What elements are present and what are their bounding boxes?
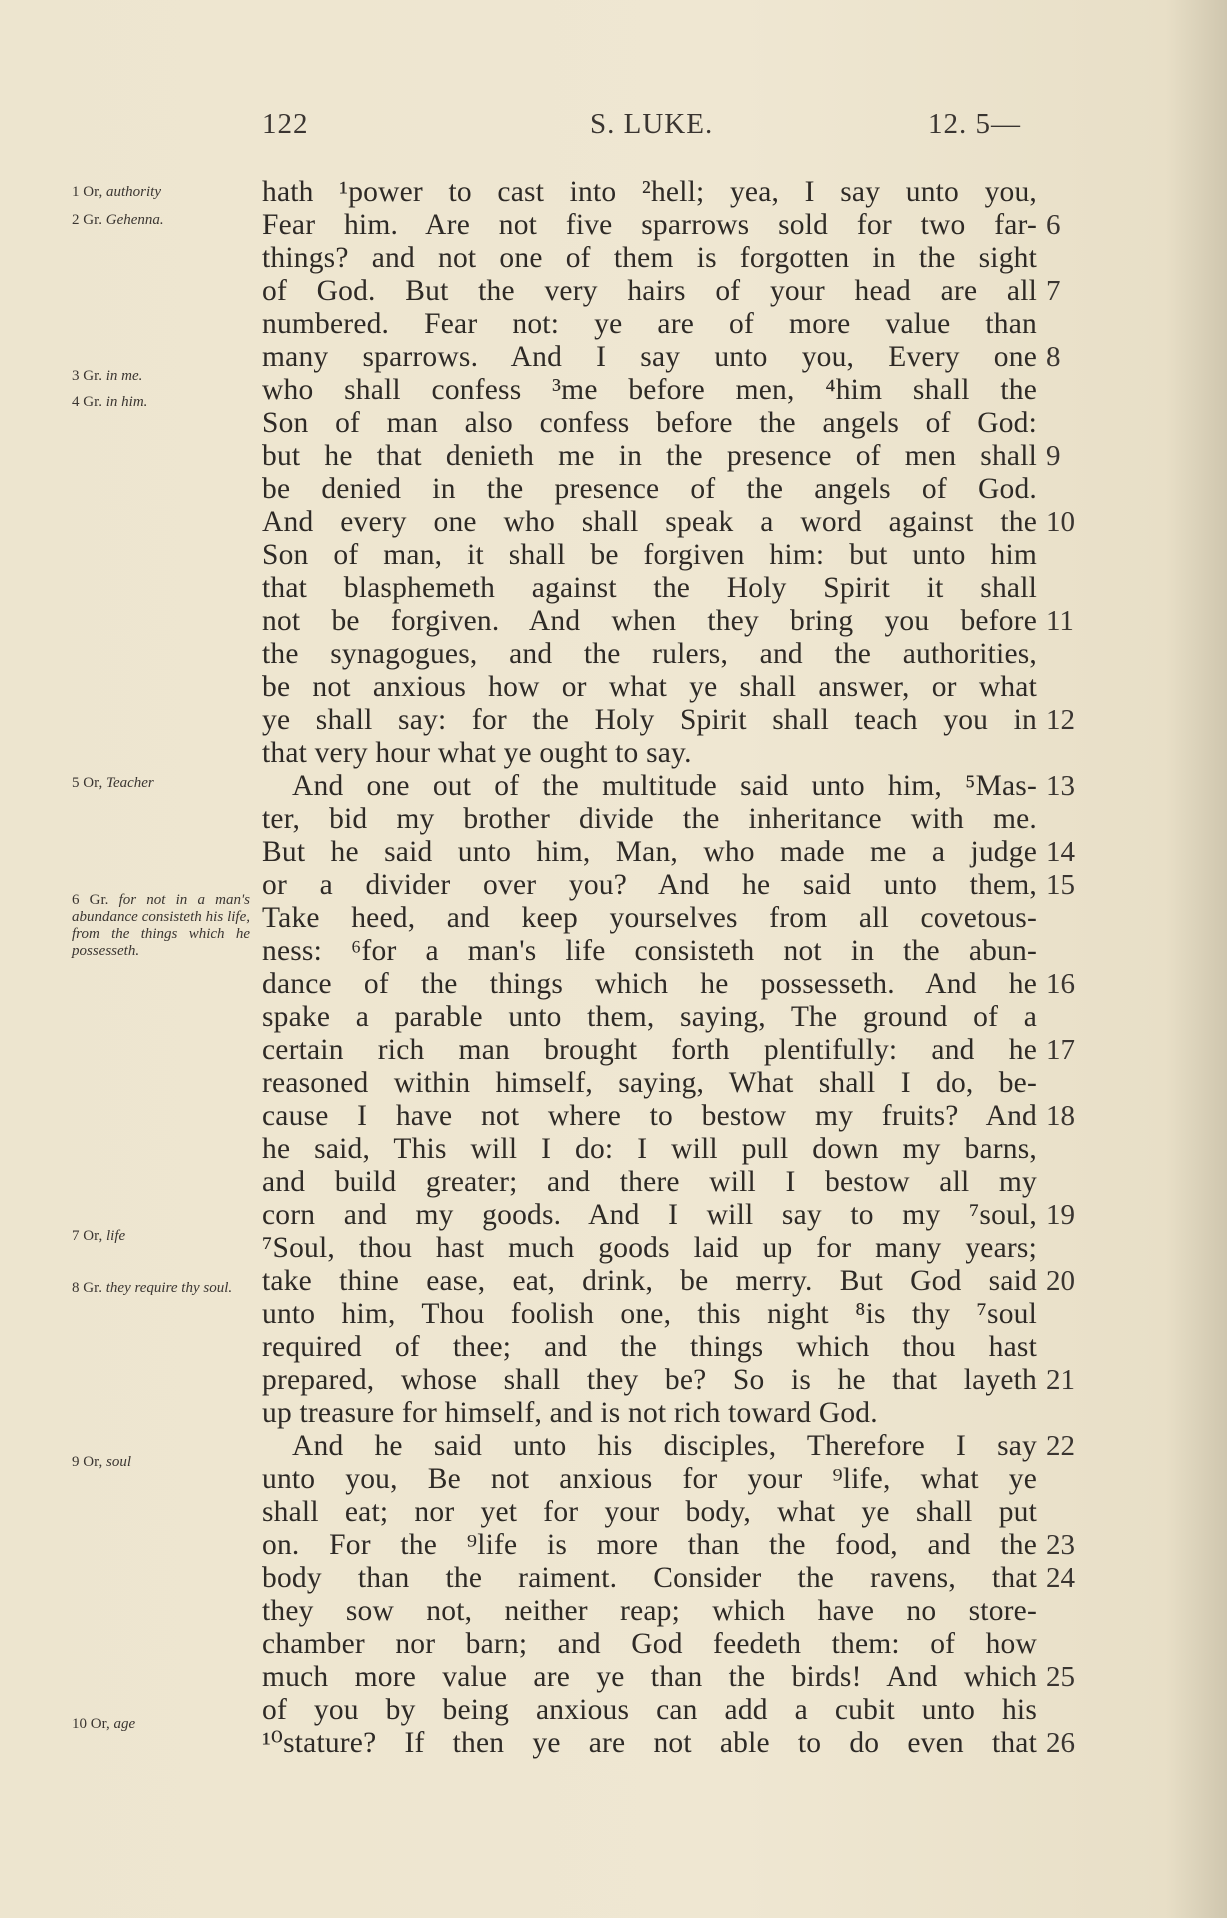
verse-number: 24 [1046,1562,1075,1594]
text-line: And every one who shall speak a word against the [262,506,1037,538]
text-line: ¹⁰stature? If then ye are not able to do even that [262,1727,1037,1759]
margin-note [72,892,250,960]
verse-number: 22 [1046,1430,1075,1462]
text-line: he said, This will I do: I will pull down my barns, [262,1133,1037,1165]
text-line: of God. But the very hairs of your head are all [262,275,1037,307]
margin-note [72,775,257,792]
text-line: that blasphemeth against the Holy Spirit it shall [262,572,1037,604]
verse-number: 19 [1046,1199,1075,1231]
note-label: 5 Or, [72,775,103,791]
verse-number: 16 [1046,968,1075,1000]
verse-number: 7 [1046,275,1061,307]
text-line: numbered. Fear not: ye are of more value than [262,308,1037,340]
text-line: And one out of the multitude said unto him, ⁵Mas- [292,770,1037,802]
text-line: that very hour what ye ought to say. [262,737,692,769]
text-line: required of thee; and the things which thou hast [262,1331,1037,1363]
text-line: dance of the things which he possesseth. And he [262,968,1037,1000]
note-text: life [105,1228,126,1244]
verse-number: 6 [1046,209,1061,241]
verse-number: 21 [1046,1364,1075,1396]
note-label: 7 Or, [72,1228,103,1244]
verse-number: 14 [1046,836,1075,868]
margin-note [72,212,257,229]
note-label: 3 Gr. [72,368,102,384]
margin-note [72,1454,257,1471]
text-line: be denied in the presence of the angels of God. [262,473,1037,505]
verse-number: 12 [1046,704,1075,736]
text-line: unto you, Be not anxious for your ⁹life, what ye [262,1463,1037,1495]
text-line: things? and not one of them is forgotten in the sight [262,242,1037,274]
note-text: Teacher [105,775,154,791]
text-line: unto him, Thou foolish one, this night ⁸is thy ⁷soul [262,1298,1037,1330]
verse-number: 9 [1046,440,1061,472]
text-line: of you by being anxious can add a cubit unto his [262,1694,1037,1726]
margin-note [72,1716,257,1733]
text-line: Take heed, and keep yourselves from all covetous- [262,902,1037,934]
note-text: Gehenna. [105,212,164,228]
text-line: not be forgiven. And when they bring you before [262,605,1037,637]
note-text: for not in a man's abundance consisteth his life, from the things which he possesseth. [72,892,250,959]
verse-number: 15 [1046,869,1075,901]
text-line: cause I have not where to bestow my fruits? And [262,1100,1037,1132]
text-line: And he said unto his disciples, Therefore I say [292,1430,1037,1462]
text-line: Fear him. Are not five sparrows sold for two far- [262,209,1037,241]
verse-number: 18 [1046,1100,1075,1132]
note-text: soul [105,1454,131,1470]
text-line: body than the raiment. Consider the ravens, that [262,1562,1037,1594]
text-line: spake a parable unto them, saying, The ground of a [262,1001,1037,1033]
note-text: authority [105,184,161,200]
note-label: 9 Or, [72,1454,103,1470]
note-label: 10 Or, [72,1716,110,1732]
text-line: be not anxious how or what ye shall answer, or what [262,671,1037,703]
text-line: ye shall say: for the Holy Spirit shall teach you in [262,704,1037,736]
text-line: prepared, whose shall they be? So is he that layeth [262,1364,1037,1396]
text-line: Son of man, it shall be forgiven him: but unto him [262,539,1037,571]
text-line: ⁷Soul, thou hast much goods laid up for many years; [262,1232,1037,1264]
text-line: hath ¹power to cast into ²hell; yea, I say unto you, [262,176,1037,208]
text-line: and build greater; and there will I bestow all my [262,1166,1037,1198]
note-label: 1 Or, [72,184,103,200]
running-header [0,108,1227,148]
text-line: corn and my goods. And I will say to my ⁷soul, [262,1199,1037,1231]
text-line: chamber nor barn; and God feedeth them: of how [262,1628,1037,1660]
note-label: 4 Gr. [72,394,102,410]
verse-number: 25 [1046,1661,1075,1693]
text-line: But he said unto him, Man, who made me a judge [262,836,1037,868]
text-line: they sow not, neither reap; which have no store- [262,1595,1037,1627]
text-line: or a divider over you? And he said unto them, [262,869,1037,901]
text-line: who shall confess ³me before men, ⁴him shall the [262,374,1037,406]
note-text: in me. [105,368,143,384]
text-line: ter, bid my brother divide the inheritance with me. [262,803,1037,835]
verse-number: 17 [1046,1034,1075,1066]
verse-number: 20 [1046,1265,1075,1297]
text-line: ness: ⁶for a man's life consisteth not in the abun- [262,935,1037,967]
note-label: 2 Gr. [72,212,102,228]
margin-note [72,184,257,201]
text-line: but he that denieth me in the presence of men shall [262,440,1037,472]
text-line: much more value are ye than the birds! And which [262,1661,1037,1693]
margin-note [72,1228,257,1245]
verse-number: 13 [1046,770,1075,802]
text-line: Son of man also confess before the angels of God: [262,407,1037,439]
text-line: many sparrows. And I say unto you, Every one [262,341,1037,373]
text-line: up treasure for himself, and is not rich toward God. [262,1397,878,1429]
margin-note [72,1280,250,1297]
text-line: take thine ease, eat, drink, be merry. But God said [262,1265,1037,1297]
note-text: they require thy soul. [105,1280,233,1296]
margin-note [72,394,257,411]
page-number: 122 [262,108,309,140]
verse-number: 8 [1046,341,1061,373]
verse-number: 10 [1046,506,1075,538]
verse-number: 11 [1046,605,1074,637]
text-line: the synagogues, and the rulers, and the authorities, [262,638,1037,670]
margin-note [72,368,257,385]
text-line: on. For the ⁹life is more than the food, and the [262,1529,1037,1561]
verse-number: 23 [1046,1529,1075,1561]
note-label: 8 Gr. [72,1280,102,1296]
verse-number: 26 [1046,1727,1075,1759]
book-title: S. LUKE. [590,108,714,140]
note-text: in him. [105,394,148,410]
chapter-reference: 12. 5— [928,108,1021,140]
text-line: certain rich man brought forth plentifully: and he [262,1034,1037,1066]
text-line: reasoned within himself, saying, What shall I do, be- [262,1067,1037,1099]
note-text: age [113,1716,136,1732]
note-label: 6 Gr. [72,892,109,908]
text-line: shall eat; nor yet for your body, what ye shall put [262,1496,1037,1528]
